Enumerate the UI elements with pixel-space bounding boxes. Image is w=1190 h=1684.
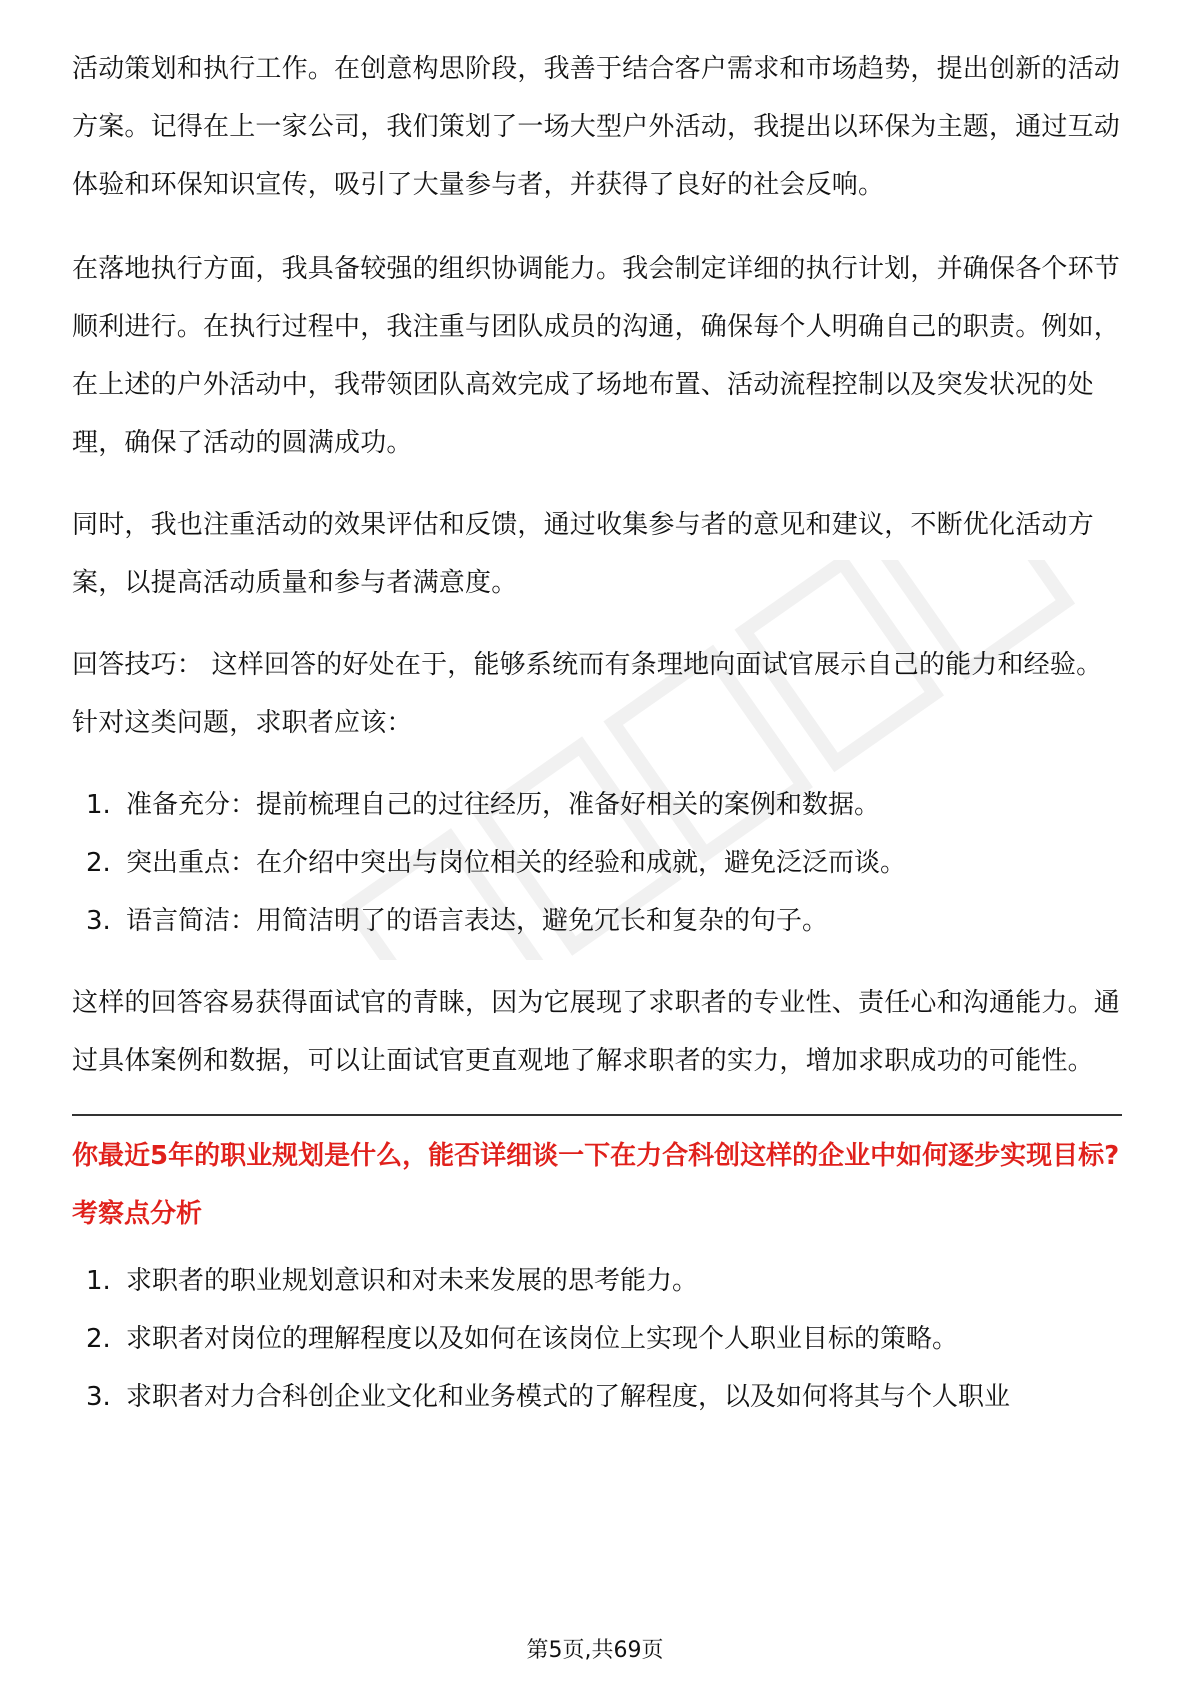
list-item-text: 语言简洁：用简洁明了的语言表达，避免冗长和复杂的句子。 (126, 906, 829, 936)
list-number: 3. (86, 906, 111, 936)
list-number: 1. (86, 790, 111, 820)
paragraph-conclusion: 这样的回答容易获得面试官的青睐，因为它展现了求职者的专业性、责任心和沟通能力。通过具体案例和数据，可以让面试官更直观地了解求职者的实力，增加求职成功的可能性。 (72, 988, 1121, 1076)
list-item-text: 求职者对力合科创企业文化和业务模式的了解程度，以及如何将其与个人职业 (126, 1382, 1011, 1412)
list-item-text: 求职者的职业规划意识和对未来发展的思考能力。 (126, 1266, 699, 1296)
question-heading: 你最近5年的职业规划是什么，能否详细谈一下在力合科创这样的企业中如何逐步实现目标? (72, 1141, 1120, 1171)
list-number: 2. (86, 848, 111, 878)
paragraph-answer-tips: 回答技巧： 这样回答的好处在于，能够系统而有条理地向面试官展示自己的能力和经验。针对这类问题，求职者应该： (72, 650, 1103, 738)
analysis-list (72, 1252, 1122, 1426)
document-body (72, 40, 1122, 1450)
page-footer: 第5页,共69页 (526, 1638, 664, 1663)
tips-list (72, 776, 1122, 950)
paragraph-execution: 在落地执行方面，我具备较强的组织协调能力。我会制定详细的执行计划，并确保各个环节顺利进行。在执行过程中，我注重与团队成员的沟通，确保每个人明确自己的职责。例如，在上述的户外活动中，我带领团队高效完成了场地布置、活动流程控制以及突发状况的处理，确保了活动的圆满成功。 (72, 254, 1121, 458)
paragraph-activity-planning: 活动策划和执行工作。在创意构思阶段，我善于结合客户需求和市场趋势，提出创新的活动方案。记得在上一家公司，我们策划了一场大型户外活动，我提出以环保为主题，通过互动体验和环保知识宣传，吸引了大量参与者，并获得了良好的社会反响。 (72, 54, 1121, 200)
section-divider (72, 1114, 1122, 1116)
list-number: 3. (86, 1382, 111, 1412)
list-item (72, 834, 1122, 892)
list-item (72, 1252, 1122, 1310)
analysis-heading: 考察点分析 (72, 1199, 203, 1229)
list-number: 1. (86, 1266, 111, 1296)
list-item (72, 776, 1122, 834)
paragraph-evaluation: 同时，我也注重活动的效果评估和反馈，通过收集参与者的意见和建议，不断优化活动方案，以提高活动质量和参与者满意度。 (72, 510, 1094, 598)
list-item-text: 求职者对岗位的理解程度以及如何在该岗位上实现个人职业目标的策略。 (126, 1324, 959, 1354)
list-item (72, 1368, 1122, 1426)
list-item-text: 准备充分：提前梳理自己的过往经历，准备好相关的案例和数据。 (126, 790, 881, 820)
list-item-text: 突出重点：在介绍中突出与岗位相关的经验和成就，避免泛泛而谈。 (126, 848, 907, 878)
list-item (72, 1310, 1122, 1368)
list-number: 2. (86, 1324, 111, 1354)
list-item (72, 892, 1122, 950)
